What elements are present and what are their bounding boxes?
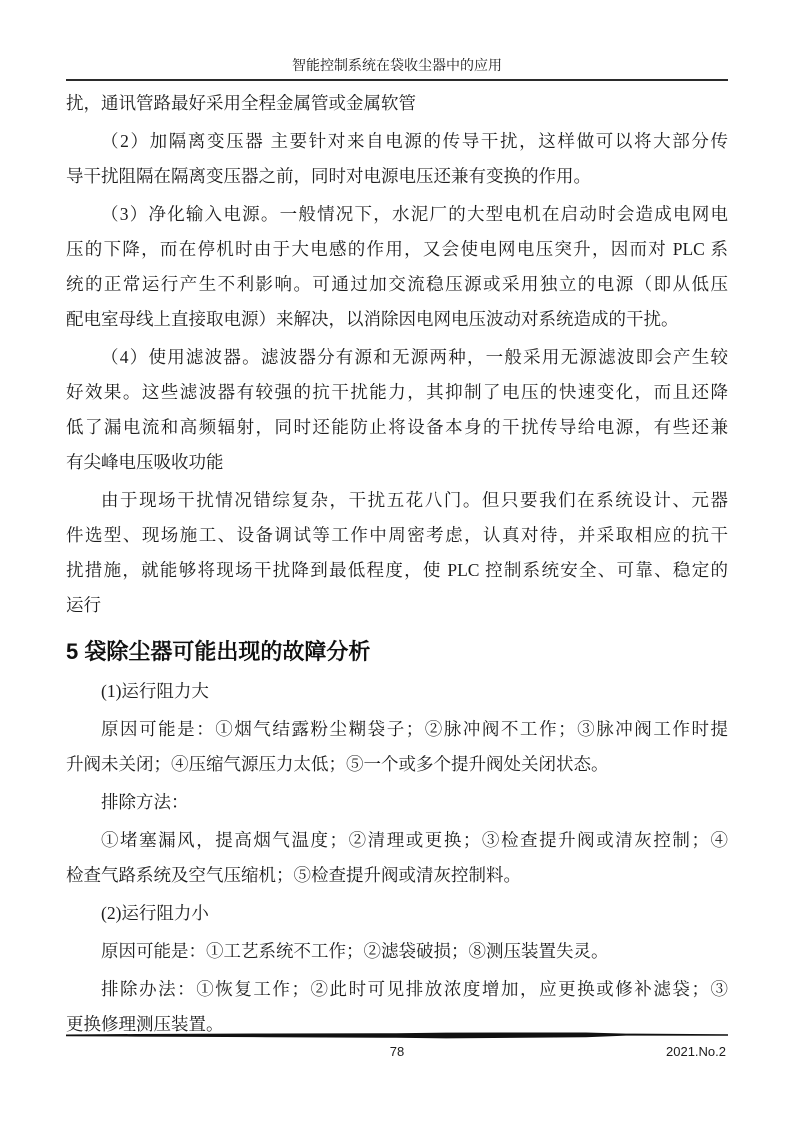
paragraph [66, 934, 728, 969]
text-line: (2)运行阻力小 [101, 903, 209, 923]
paragraph [66, 823, 728, 893]
issue-number: 2021.No.2 [666, 1044, 726, 1059]
text-line: 好效果。这些滤波器有较强的抗干扰能力，其抑制了电压的快速变化，而且还降 [66, 382, 728, 402]
paragraph [66, 785, 728, 820]
text-line: 有尖峰电压吸收功能 [66, 452, 224, 472]
text-line: 配电室母线上直接取电源）来解决，以消除因电网电压波动对系统造成的干扰。 [66, 309, 679, 329]
text-line: 压的下降，而在停机时由于大电感的作用，又会使电网电压突升，因而对 PLC 系 [66, 239, 728, 259]
text-line: 排除方法： [101, 792, 189, 812]
paragraph [66, 197, 728, 337]
text-line: 由于现场干扰情况错综复杂，干扰五花八门。但只要我们在系统设计、元器 [101, 490, 728, 510]
text-line: 扰，通讯管路最好采用全程金属管或金属软管 [66, 93, 416, 113]
paragraph [66, 674, 728, 709]
paragraph [66, 483, 728, 623]
text-line: 更换修理测压装置。 [66, 1014, 224, 1034]
page-number: 78 [389, 1044, 405, 1059]
text-line: ①堵塞漏风，提高烟气温度；②清理或更换；③检查提升阀或清灰控制；④ [101, 830, 728, 850]
text-line: 原因可能是：①工艺系统不工作；②滤袋破损；⑧测压装置失灵。 [101, 941, 609, 961]
text-line: 统的正常运行产生不利影响。可通过加交流稳压源或采用独立的电源（即从低压 [66, 274, 728, 294]
text-line: 件选型、现场施工、设备调试等工作中周密考虑，认真对待，并采取相应的抗干 [66, 525, 728, 545]
text-line: 低了漏电流和高频辐射，同时还能防止将设备本身的干扰传导给电源，有些还兼 [66, 417, 728, 437]
running-head-title: 智能控制系统在袋收尘器中的应用 [292, 59, 502, 74]
header-rule [66, 79, 728, 81]
text-line: 检查气路系统及空气压缩机；⑤检查提升阀或清灰控制料。 [66, 865, 521, 885]
paragraph [66, 124, 728, 194]
text-line: 导干扰阻隔在隔离变压器之前，同时对电源电压还兼有变换的作用。 [66, 166, 591, 186]
text-line: 升阀未关闭；④压缩气源压力太低；⑤一个或多个提升阀处关闭状态。 [66, 754, 609, 774]
text-line: （3）净化输入电源。一般情况下，水泥厂的大型电机在启动时会造成电网电 [101, 204, 728, 224]
text-line: （2）加隔离变压器 主要针对来自电源的传导干扰，这样做可以将大部分传 [101, 131, 728, 151]
paragraph [66, 712, 728, 782]
text-line: 运行 [66, 595, 101, 615]
text-line: 排除办法：①恢复工作；②此时可见排放浓度增加，应更换或修补滤袋；③ [101, 979, 728, 999]
text-line: (1)运行阻力大 [101, 681, 209, 701]
text-line: 原因可能是：①烟气结露粉尘糊袋子；②脉冲阀不工作；③脉冲阀工作时提 [101, 719, 728, 739]
text-line: 扰措施，就能够将现场干扰降到最低程度，使 PLC 控制系统安全、可靠、稳定的 [66, 560, 728, 580]
text-line: （4）使用滤波器。滤波器分有源和无源两种，一般采用无源滤波即会产生较 [101, 347, 728, 367]
paragraph [66, 340, 728, 480]
footer-rule [66, 1032, 728, 1040]
document-body [66, 83, 728, 1042]
section-heading: 5 袋除尘器可能出现的故障分析 [66, 639, 371, 664]
paragraph [66, 896, 728, 931]
paragraph [66, 86, 728, 121]
